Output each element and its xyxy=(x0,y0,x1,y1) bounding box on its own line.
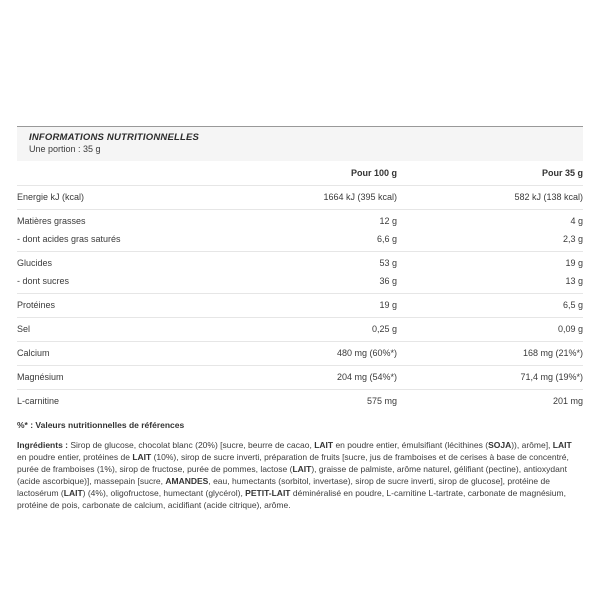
reference-values-note: %* : Valeurs nutritionnelles de références xyxy=(17,420,185,430)
value-per-35g: 19 g xyxy=(565,258,583,268)
nutrient-label: Energie kJ (kcal) xyxy=(17,192,85,202)
value-per-35g: 582 kJ (138 kcal) xyxy=(514,192,583,202)
column-header-per-100g: Pour 100 g xyxy=(350,168,397,178)
ingredients-paragraph: Ingrédients : Sirop de glucose, chocolat blanc (20%) [sucre, beurre de cacao, LAIT en poudre entier, émulsifiant (lécithines (SOJA)), arôme], LAIT en poudre entier, protéines de LAIT (10%), sirop de sucre inverti, préparation de fruits [sucre, jus de framboises et de cerises à base de concentré, purée de framboises (1%), sirop de fructose, purée de pommes, lactose (LAIT), graisse de palmiste, arôme naturel, gélifiant (pectine), antioxydant (acide ascorbique)], massepain [sucre, AMANDES, eau, humectants (sorbitol, invertase), sirop de sucre inverti, sirop de glucose], protéine de lactosérum (LAIT) (4%), oligofructose, humectant (glycérol), PETIT-LAIT déminéralisé en poudre, L-carnitine L-tartrate, carbonate de magnésium, protéine de pois, carbonate de calcium, acidifiant (acide citrique), arôme. xyxy=(17,440,572,510)
table-column-headers xyxy=(17,161,583,185)
value-per-100g: 12 g xyxy=(379,216,397,226)
value-per-100g: 480 mg (60%*) xyxy=(336,348,397,358)
table-group-fat xyxy=(17,209,583,251)
table-group-protein xyxy=(17,293,583,317)
value-per-100g: 6,6 g xyxy=(376,234,397,244)
table-row-carbs xyxy=(17,252,583,275)
value-per-100g: 19 g xyxy=(379,300,397,310)
value-per-35g: 168 mg (21%*) xyxy=(522,348,583,358)
value-per-35g: 4 g xyxy=(570,216,583,226)
table-row-protein xyxy=(17,294,583,317)
nutrient-label: L-carnitine xyxy=(17,396,60,406)
nutrient-label: - dont acides gras saturés xyxy=(17,234,121,244)
value-per-35g: 71,4 mg (19%*) xyxy=(520,372,583,382)
table-group-energy xyxy=(17,185,583,209)
value-per-35g: 6,5 g xyxy=(562,300,583,310)
table-row-sugars xyxy=(17,275,583,293)
table-group-carbs xyxy=(17,251,583,293)
value-per-100g: 575 mg xyxy=(366,396,397,406)
table-row-magnesium xyxy=(17,366,583,389)
value-per-100g: 53 g xyxy=(379,258,397,268)
value-per-35g: 0,09 g xyxy=(557,324,583,334)
value-per-100g: 1664 kJ (395 kcal) xyxy=(323,192,397,202)
value-per-35g: 2,3 g xyxy=(562,234,583,244)
value-per-35g: 201 mg xyxy=(552,396,583,406)
table-row-lcarnitine xyxy=(17,390,583,413)
table-row-fat xyxy=(17,210,583,233)
nutrition-title: INFORMATIONS NUTRITIONNELLES xyxy=(29,132,200,143)
value-per-100g: 36 g xyxy=(379,276,397,286)
column-header-per-35g: Pour 35 g xyxy=(541,168,583,178)
nutrient-label: Matières grasses xyxy=(17,216,86,226)
table-row-calcium xyxy=(17,342,583,365)
nutrient-label: Protéines xyxy=(17,300,56,310)
nutrition-header xyxy=(17,126,583,161)
table-row-saturated-fat xyxy=(17,233,583,251)
nutrient-label: Sel xyxy=(17,324,31,334)
table-row-salt xyxy=(17,318,583,341)
nutrient-label: - dont sucres xyxy=(17,276,70,286)
table-row-energy xyxy=(17,186,583,209)
table-group-salt xyxy=(17,317,583,341)
table-group-magnesium xyxy=(17,365,583,389)
nutrient-label: Calcium xyxy=(17,348,50,358)
nutrient-label: Glucides xyxy=(17,258,53,268)
value-per-35g: 13 g xyxy=(565,276,583,286)
value-per-100g: 204 mg (54%*) xyxy=(336,372,397,382)
portion-size: Une portion : 35 g xyxy=(29,144,101,154)
table-group-calcium xyxy=(17,341,583,365)
table-group-lcarnitine xyxy=(17,389,583,413)
value-per-100g: 0,25 g xyxy=(371,324,397,334)
nutrition-section xyxy=(17,126,583,511)
nutrient-label: Magnésium xyxy=(17,372,64,382)
